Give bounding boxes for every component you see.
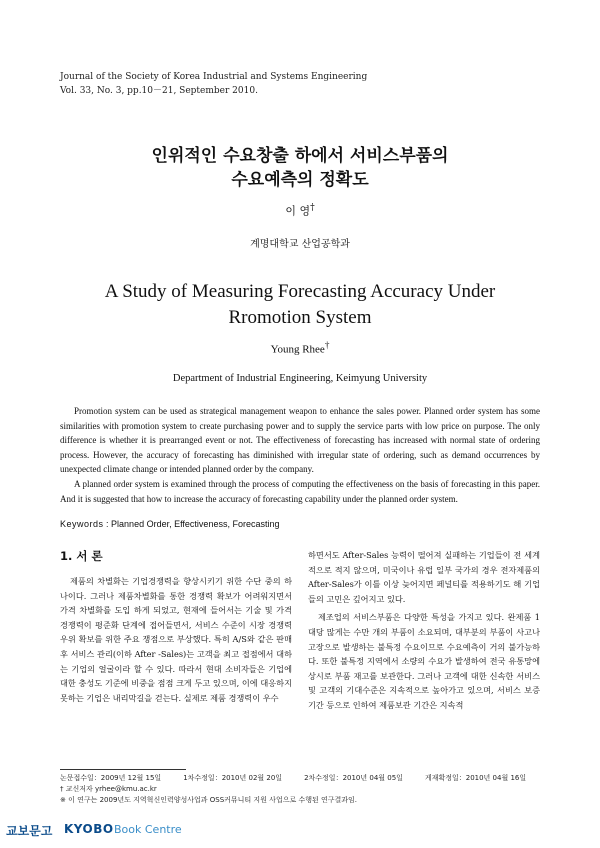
footnotes bbox=[60, 773, 550, 806]
publisher-logo bbox=[0, 818, 600, 848]
right-paragraph-2: 제조업의 서비스부품은 다양한 특성을 가지고 있다. 완제품 1대당 많게는 수만 개의 부품이 소요되며, 대부분의 부품이 사고나 고장으로 발생하는 불특정 수요이므로 수요예측이 거의 불가능하다. 또한 불특정 지역에서 소량의 수요가 발생하여 전국 유통망에 상시로 부품 재고를 보관한다. 그러나 고객에 대한 신속한 서비스 및 고객의 기대수준은 지속적으로 높아가고 있으며, 서비스 보증기간 등으로 인하여 제품보관 기간은 지속적 bbox=[308, 612, 540, 710]
body-right-column bbox=[308, 548, 540, 713]
body-left-column bbox=[60, 548, 292, 705]
journal-name: Journal of the Society of Korea Industrial and Systems Engineering bbox=[60, 72, 368, 82]
abstract bbox=[60, 404, 540, 506]
abstract-paragraph-1: Promotion system can be used as strategical management weapon to enhance the sales power. Planned order system has some similarities with promotion system to create purchasing power and to supply the service parts with low price on purpose. The only difference is whether it is prearranged event or not. The effectiveness of forecasting has increased with normal state of ordering process. However, the accuracy of forecasting has diminished with irregular state of ordering, such as demand occurrences by unexpected climate change or intended planned order by the company. bbox=[60, 406, 540, 475]
english-author-name: Young Rhee bbox=[270, 343, 325, 356]
accepted-date: 게재확정일：2010년 04월 16일 bbox=[424, 774, 527, 782]
corresponding-author-note: † 교신저자 yrhee@kmu.ac.kr bbox=[60, 785, 157, 793]
publisher-korean-name: 교보문고 bbox=[6, 824, 53, 838]
korean-title bbox=[0, 144, 600, 192]
korean-author bbox=[0, 202, 600, 219]
footnote-rule bbox=[60, 769, 186, 770]
korean-title-line2: 수요예측의 정확도 bbox=[231, 170, 369, 190]
english-title-line1: A Study of Measuring Forecasting Accuracy Under bbox=[104, 281, 496, 302]
abstract-paragraph-2: A planned order system is examined through the process of computing the effectiveness on the basis of forecasting in this paper. And it is suggested that how to increase the accuracy of forecasting capability under the planned order system. bbox=[60, 478, 540, 504]
english-author bbox=[0, 340, 600, 356]
received-date: 논문접수일：2009년 12월 15일 bbox=[60, 774, 162, 782]
journal-header bbox=[60, 70, 367, 98]
publisher-kyobo: KYOBO bbox=[64, 822, 114, 836]
english-title-line2: Rromotion System bbox=[228, 307, 372, 328]
corresponding-mark: † bbox=[310, 202, 315, 213]
footnote-dates bbox=[60, 773, 550, 784]
english-title bbox=[0, 279, 600, 331]
keywords bbox=[60, 519, 279, 529]
journal-volume: Vol. 33, No. 3, pp.10－21, September 2010. bbox=[60, 86, 258, 96]
left-paragraph-1: 제품의 차별화는 기업경쟁력을 향상시키기 위한 수단 중의 하나이다. 그러나 제품차별화를 통한 경쟁력 확보가 어려워지면서 가격 차별화를 도입 하게 되었고, 현재에 들어서는 기술 및 가격 경쟁력이 평준화 단계에 접어들면서, 서비스 수준이 시장 경쟁력 우위 확보를 위한 주요 쟁점으로 부상했다. 특히 A/S와 같은 판매 후 서비스 관리(이하 After -Sales)는 고객을 최고 접점에서 대하는 기업의 얼굴이라 할 수 있다. 따라서 현대 소비자들은 기업에 대한 충성도 기준에 비중을 점점 크게 두고 있으며, 이에 대응하지 못하는 기업은 내리막길을 걷는다. 실제로 제품 경쟁력이 우수 bbox=[60, 576, 292, 703]
publisher-book-centre: Book Centre bbox=[114, 823, 182, 836]
keywords-value: Planned Order, Effectiveness, Forecasting bbox=[111, 519, 280, 529]
section-heading: 1. 서 론 bbox=[60, 549, 103, 563]
funding-note: ※ 이 연구는 2009년도 지역혁신인력양성사업과 OSS커뮤니티 지원 사업으로 수행된 연구결과임. bbox=[60, 796, 357, 804]
korean-affiliation: 계명대학교 산업공학과 bbox=[250, 239, 350, 250]
korean-author-name: 이 영 bbox=[285, 204, 311, 218]
right-paragraph-1: 하면서도 After-Sales 능력이 떨어져 실패하는 기업들이 전 세계적으로 적지 않으며, 미국이나 유럽 일부 국가의 경우 전자제품의 After-Sales가 이틀 이상 늦어지면 페널티를 적용하기도 해 기업들의 고민은 깊어지고 있다. bbox=[308, 550, 540, 604]
english-corresponding-mark: † bbox=[324, 340, 330, 350]
keywords-colon: : bbox=[106, 519, 112, 529]
keywords-label: Keywords bbox=[60, 519, 104, 529]
english-affiliation: Department of Industrial Engineering, Keimyung University bbox=[172, 373, 428, 384]
revision1-date: 1차수정일：2010년 02월 20일 bbox=[183, 774, 283, 782]
revision2-date: 2차수정일：2010년 04월 05일 bbox=[304, 774, 403, 782]
korean-title-line1: 인위적인 수요창출 하에서 서비스부품의 bbox=[151, 146, 449, 166]
